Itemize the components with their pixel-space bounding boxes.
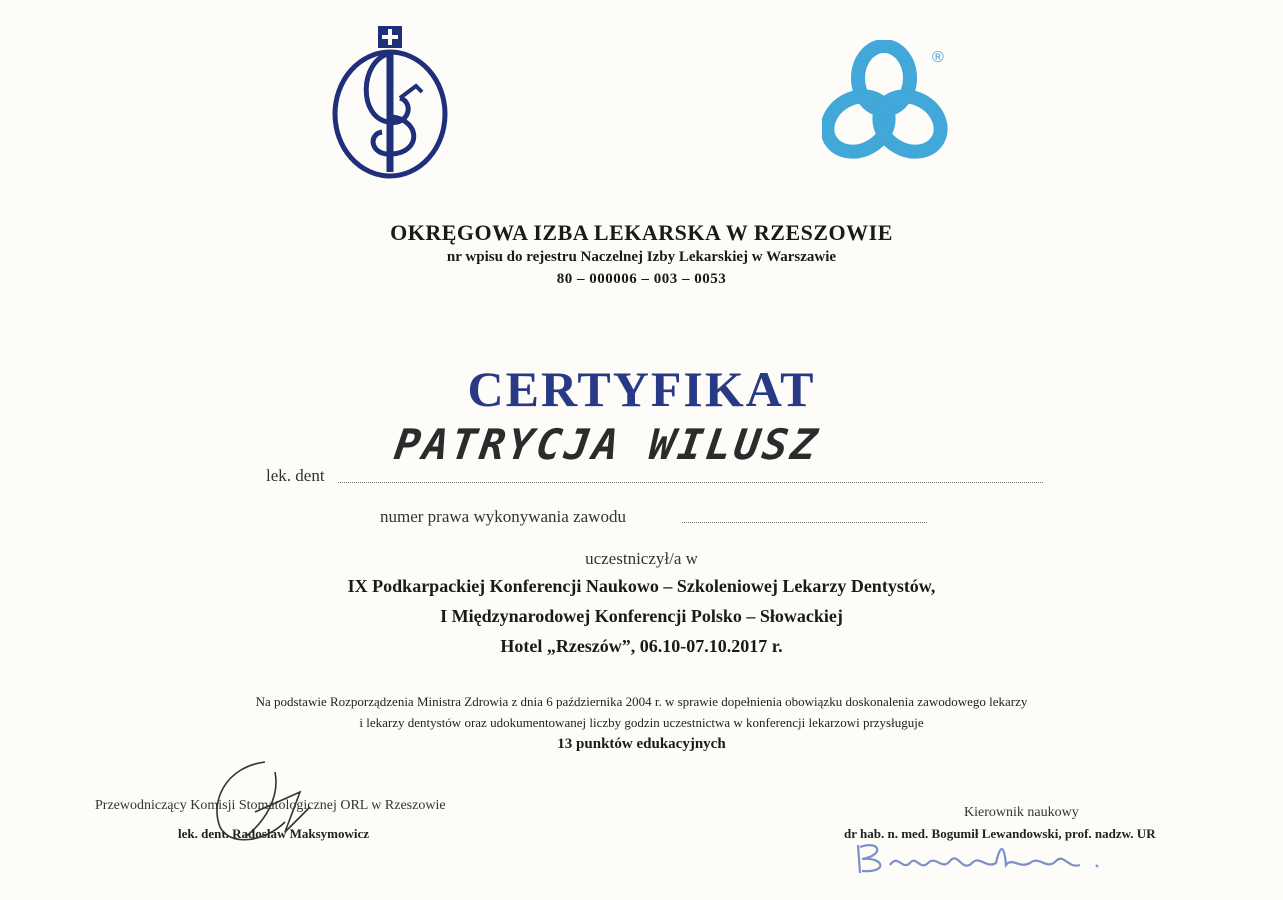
right-signature-scribble: [850, 835, 1120, 880]
license-label: numer prawa wykonywania zawodu: [380, 507, 626, 526]
participant-name: PATRYCJA WILUSZ: [391, 420, 823, 469]
registry-line: nr wpisu do rejestru Naczelnej Izby Lekarskiej w Warszawie: [446, 249, 837, 265]
name-label: lek. dent: [266, 466, 325, 485]
registry-number: 80 – 000006 – 003 – 0053: [556, 271, 727, 287]
left-signatory-role: Przewodniczący Komisji Stomatologicznej ORL w Rzeszowie: [95, 798, 446, 813]
right-signatory-role: Kierownik naukowy: [964, 805, 1079, 820]
left-signature-scribble: [205, 752, 325, 852]
conference-line-1: IX Podkarpackiej Konferencji Naukowo – Szkoleniowej Lekarzy Dentystów,: [347, 576, 936, 596]
license-dotted-line: [682, 522, 927, 523]
education-points: 13 punktów edukacyjnych: [557, 736, 726, 752]
registered-mark: ®: [932, 49, 944, 66]
name-dotted-line: [338, 482, 1043, 483]
legal-line-2: i lekarzy dentystów oraz udokumentowanej liczby godzin uczestnictwa w konferencji lekarzowi przysługuje: [359, 715, 924, 730]
organization-title: OKRĘGOWA IZBA LEKARSKA W RZESZOWIE: [390, 220, 893, 245]
certificate-title: CERTYFIKAT: [467, 361, 816, 417]
conference-line-3: Hotel „Rzeszów”, 06.10-07.10.2017 r.: [500, 636, 783, 656]
legal-line-1: Na podstawie Rozporządzenia Ministra Zdrowia z dnia 6 października 2004 r. w sprawie dopełnienia obowiązku doskonalenia zawodowego lekarzy: [255, 694, 1028, 709]
participated-text: uczestniczył/a w: [585, 549, 698, 568]
trefoil-knot-logo-icon: [822, 40, 952, 165]
right-signatory-name: dr hab. n. med. Bogumił Lewandowski, prof. nadzw. UR: [844, 826, 1156, 841]
medical-chamber-emblem-icon: [330, 22, 450, 182]
conference-line-2: I Międzynarodowej Konferencji Polsko – Słowackiej: [440, 606, 843, 626]
left-signatory-name: lek. dent. Radosław Maksymowicz: [178, 826, 370, 841]
